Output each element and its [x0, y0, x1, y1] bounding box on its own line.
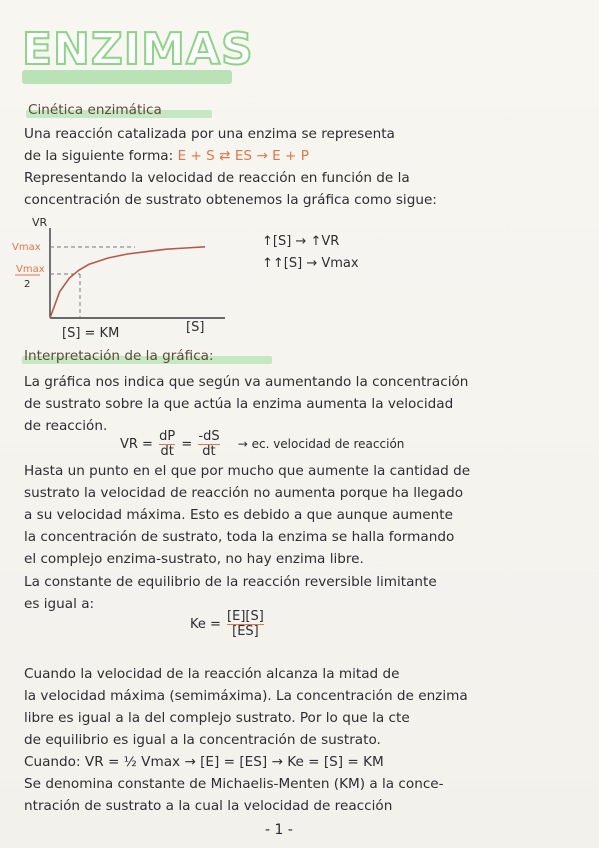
- page-number: - 1 -: [265, 822, 293, 838]
- p2-line2: de sustrato sobre la que actúa la enzima aumenta la velocidad: [24, 396, 454, 412]
- p1-line1: Una reacción catalizada por una enzima se representa: [24, 126, 395, 142]
- graph-km-label: [S] = KM: [62, 326, 120, 341]
- graph-x-label: [S]: [186, 320, 205, 335]
- velocity-equation: [120, 430, 404, 459]
- p4-line1: Cuando la velocidad de la reacción alcanza la mitad de: [24, 666, 400, 682]
- p4-line7: ntración de sustrato a la cual la velocidad de reacción: [24, 798, 393, 814]
- p4-line2: la velocidad máxima (semimáxima). La concentración de enzima: [24, 688, 468, 704]
- graph-half-denominator: 2: [24, 279, 31, 290]
- frac1-num: dP: [159, 429, 176, 444]
- p4-line5: Cuando: VR = ½ Vmax → [E] = [ES] → Ke = [S] = KM: [24, 754, 384, 770]
- graph-saturation-curve: [50, 247, 205, 318]
- reaction-equation: E + S ⇄ ES → E + P: [177, 148, 309, 164]
- graph-vmax-label: Vmax: [12, 242, 41, 253]
- p4-line3: libre es igual a la del complejo sustrato. Por lo que la cte: [24, 710, 410, 726]
- velocity-frac2: [198, 430, 219, 459]
- p2-line3: de reacción.: [24, 418, 108, 434]
- p1-line2-text: de la siguiente forma:: [24, 148, 174, 164]
- ke-lhs: Ke =: [190, 617, 221, 632]
- p1-line3: Representando la velocidad de reacción en función de la: [24, 170, 410, 186]
- p3-line1: Hasta un punto en el que por mucho que aumente la cantidad de: [24, 463, 471, 479]
- kinetics-heading: Cinética enzimática: [28, 102, 162, 118]
- graph-y-label: VR: [32, 216, 48, 229]
- p1-line4: concentración de sustrato obtenemos la gráfica como sigue:: [24, 192, 437, 208]
- velocity-note: → ec. velocidad de reacción: [237, 437, 405, 451]
- p3-line2: sustrato la velocidad de reacción no aumenta porque ha llegado: [24, 485, 464, 501]
- p3-line4: la concentración de sustrato, toda la enzima se halla formando: [24, 529, 455, 545]
- title-block: [22, 20, 254, 88]
- interpretation-heading: Interpretación de la gráfica:: [24, 348, 214, 364]
- p3-line6: La constante de equilibrio de la reacción reversible limitante: [24, 574, 437, 590]
- graph-note2: ↑↑[S] → Vmax: [262, 256, 359, 271]
- frac2-den: dt: [202, 444, 216, 459]
- page-title: ENZIMAS: [22, 24, 254, 75]
- p1-line2: [24, 146, 309, 166]
- p4-line4: de equilibrio es igual a la concentración de sustrato.: [24, 732, 381, 748]
- p4-line6: Se denomina constante de Michaelis-Menten (KM) a la conce-: [24, 776, 444, 792]
- ke-equation: [190, 610, 266, 639]
- p3-line5: el complejo enzima-sustrato, no hay enzima libre.: [24, 551, 364, 567]
- graph-half-numerator: Vmax: [16, 264, 45, 275]
- graph-note1: ↑[S] → ↑VR: [262, 234, 340, 249]
- ke-frac: [227, 610, 264, 639]
- frac1-den: dt: [160, 444, 174, 459]
- p2-line1: La gráfica nos indica que según va aumentando la concentración: [24, 374, 469, 390]
- frac2-num: -dS: [198, 429, 220, 444]
- ke-num: [E][S]: [227, 609, 264, 624]
- p3-line3: a su velocidad máxima. Esto es debido a que aunque aumente: [24, 507, 453, 523]
- velocity-frac1: [159, 430, 175, 459]
- ke-den: [ES]: [232, 624, 259, 639]
- velocity-lhs: VR =: [120, 437, 153, 452]
- velocity-eq-sign: =: [181, 437, 193, 452]
- p3-line7: es igual a:: [24, 596, 95, 612]
